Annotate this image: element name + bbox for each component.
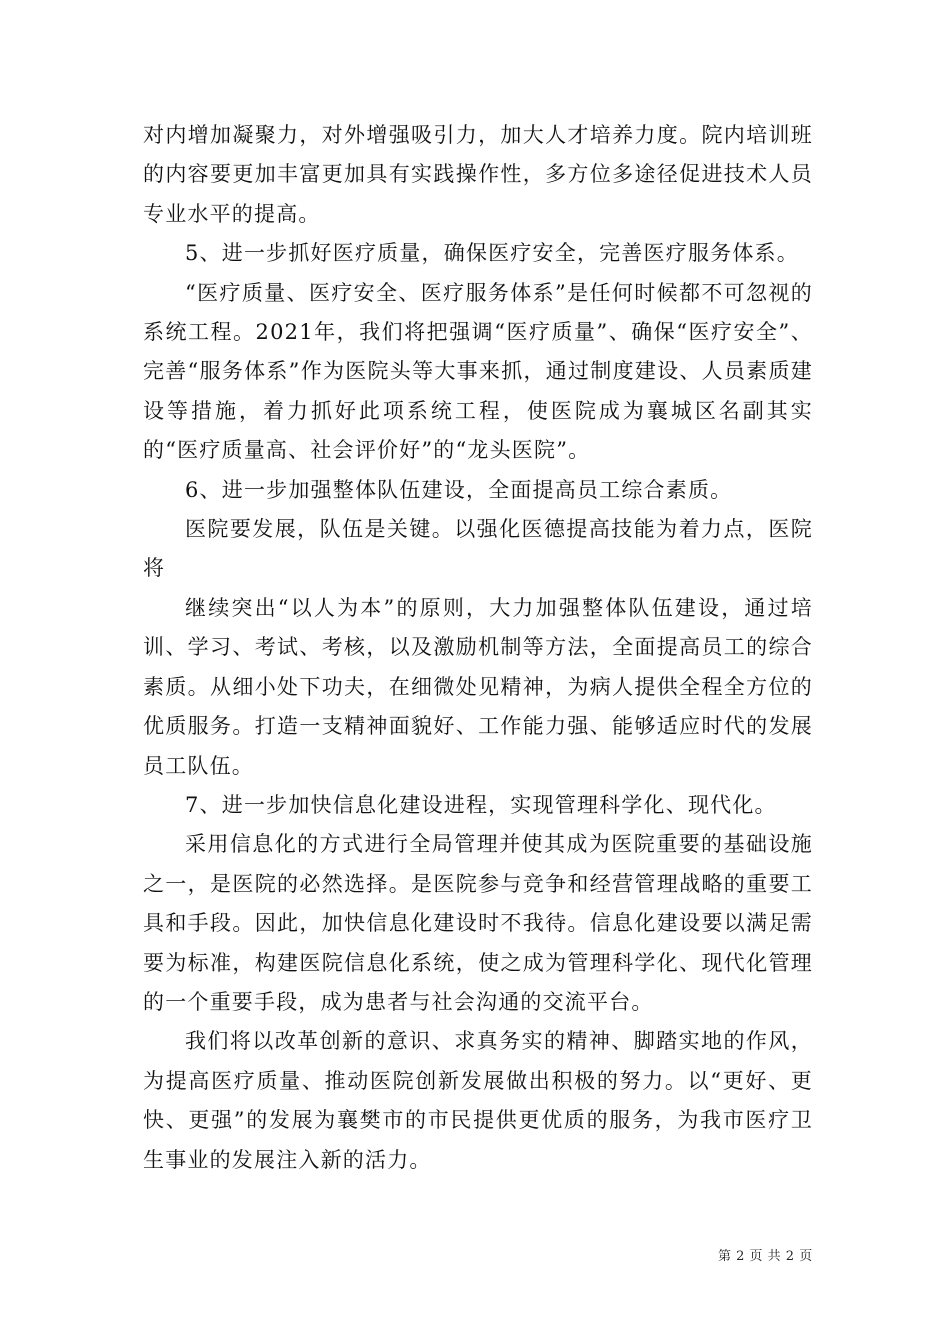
section-heading-7: 7、进一步加快信息化建设进程，实现管理科学化、现代化。 <box>185 792 777 817</box>
page-number-footer: 第 2 页 共 2 页 <box>718 1249 813 1264</box>
paragraph-talent-training: 对内增加凝聚力，对外增强吸引力，加大人才培养力度。院内培训班的内容要更加丰富更加具有实践操作性，多方位多途径促进技术人员专业水平的提高。 <box>143 123 813 226</box>
paragraph-medical-quality: “医疗质量、医疗安全、医疗服务体系”是任何时候都不可忽视的系统工程。2021年，我们将把强调“医疗质量”、确保“医疗安全”、完善“服务体系”作为医院头等大事来抓，通过制度建设、人员素质建设等措施，着力抓好此项系统工程，使医院成为襄城区名副其实的“医疗质量高、社会评价好”的“龙头医院”。 <box>143 280 813 463</box>
paragraph-conclusion: 我们将以改革创新的意识、求真务实的精神、脚踏实地的作风，为提高医疗质量、推动医院创新发展做出积极的努力。以“更好、更快、更强”的发展为襄樊市的市民提供更优质的服务，为我市医疗卫生事业的发展注入新的活力。 <box>143 1029 813 1172</box>
section-heading-6: 6、进一步加强整体队伍建设，全面提高员工综合素质。 <box>185 477 733 502</box>
paragraph-informatization: 采用信息化的方式进行全局管理并使其成为医院重要的基础设施之一，是医院的必然选择。是医院参与竞争和经营管理战略的重要工具和手段。因此，加快信息化建设时不我待。信息化建设要以满足需要为标准，构建医院信息化系统，使之成为管理科学化、现代化管理的一个重要手段，成为患者与社会沟通的交流平台。 <box>143 832 813 1014</box>
paragraph-team-intro: 医院要发展，队伍是关键。以强化医德提高技能为着力点，医院将 <box>143 517 813 581</box>
paragraph-team-building: 继续突出“以人为本”的原则，大力加强整体队伍建设，通过培训、学习、考试、考核，以及激励机制等方法，全面提高员工的综合素质。从细小处下功夫，在细微处见精神，为病人提供全程全方位的优质服务。打造一支精神面貌好、工作能力强、能够适应时代的发展员工队伍。 <box>143 595 813 778</box>
section-heading-5: 5、进一步抓好医疗质量，确保医疗安全，完善医疗服务体系。 <box>185 241 799 266</box>
document-body <box>143 116 813 1180</box>
